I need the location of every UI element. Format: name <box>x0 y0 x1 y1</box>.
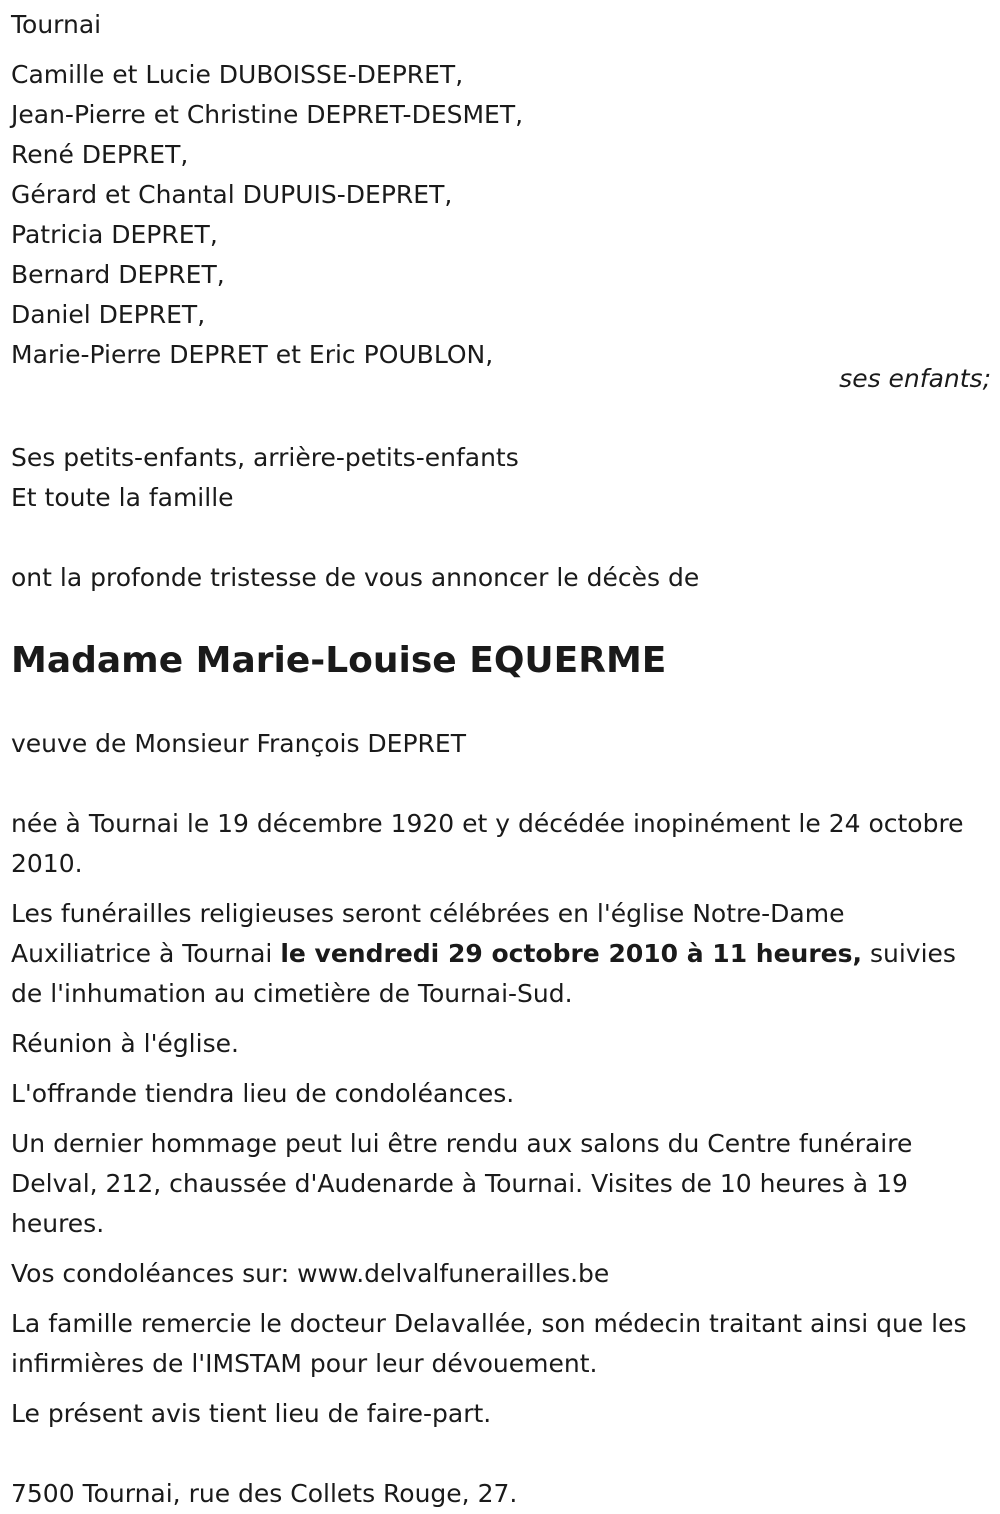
grandchildren-line: Ses petits-enfants, arrière-petits-enfants <box>11 443 519 472</box>
death-notice <box>11 5 991 1514</box>
meeting-paragraph: Réunion à l'église. <box>11 1029 239 1058</box>
funeral-text-before: Les funérailles religieuses seront célébrées en l'église Notre-Dame Auxiliatrice à Tournai <box>11 899 845 968</box>
children-role: ses enfants; <box>839 364 991 393</box>
children-list <box>11 55 991 375</box>
child-entry: Gérard et Chantal DUPUIS-DEPRET, <box>11 180 453 209</box>
funeral-text-after: suivies de l'inhumation au cimetière de Tournai-Sud. <box>11 939 956 1008</box>
child-entry: Patricia DEPRET, <box>11 220 218 249</box>
address-line: 7500 Tournai, rue des Collets Rouge, 27. <box>11 1479 518 1508</box>
funeral-paragraph <box>11 894 991 1014</box>
tribute-paragraph: Un dernier hommage peut lui être rendu aux salons du Centre funéraire Delval, 212, chaussée d'Audenarde à Tournai. Visites de 10 heures à 19 heures. <box>11 1129 913 1238</box>
birth-death-paragraph: née à Tournai le 19 décembre 1920 et y décédée inopinément le 24 octobre 2010. <box>11 809 964 878</box>
city-heading: Tournai <box>11 10 102 39</box>
widow-of-line: veuve de Monsieur François DEPRET <box>11 729 466 758</box>
child-entry: Bernard DEPRET, <box>11 260 225 289</box>
family-line: Et toute la famille <box>11 483 234 512</box>
funeral-date-time: le vendredi 29 octobre 2010 à 11 heures, <box>280 939 863 968</box>
child-entry: Marie-Pierre DEPRET et Eric POUBLON, <box>11 340 494 369</box>
child-entry: Jean-Pierre et Christine DEPRET-DESMET, <box>11 100 524 129</box>
child-entry: Camille et Lucie DUBOISSE-DEPRET, <box>11 60 464 89</box>
thanks-paragraph: La famille remercie le docteur Delavallée, son médecin traitant ainsi que les infirmières de l'IMSTAM pour leur dévouement. <box>11 1309 967 1378</box>
child-entry: René DEPRET, <box>11 140 189 169</box>
deceased-name: Madame Marie-Louise EQUERME <box>11 640 667 681</box>
faire-part-paragraph: Le présent avis tient lieu de faire-part. <box>11 1399 492 1428</box>
condolences-paragraph: Vos condoléances sur: www.delvalfunerailles.be <box>11 1259 610 1288</box>
offering-paragraph: L'offrande tiendra lieu de condoléances. <box>11 1079 515 1108</box>
announcement-line: ont la profonde tristesse de vous annoncer le décès de <box>11 563 700 592</box>
child-entry: Daniel DEPRET, <box>11 300 206 329</box>
